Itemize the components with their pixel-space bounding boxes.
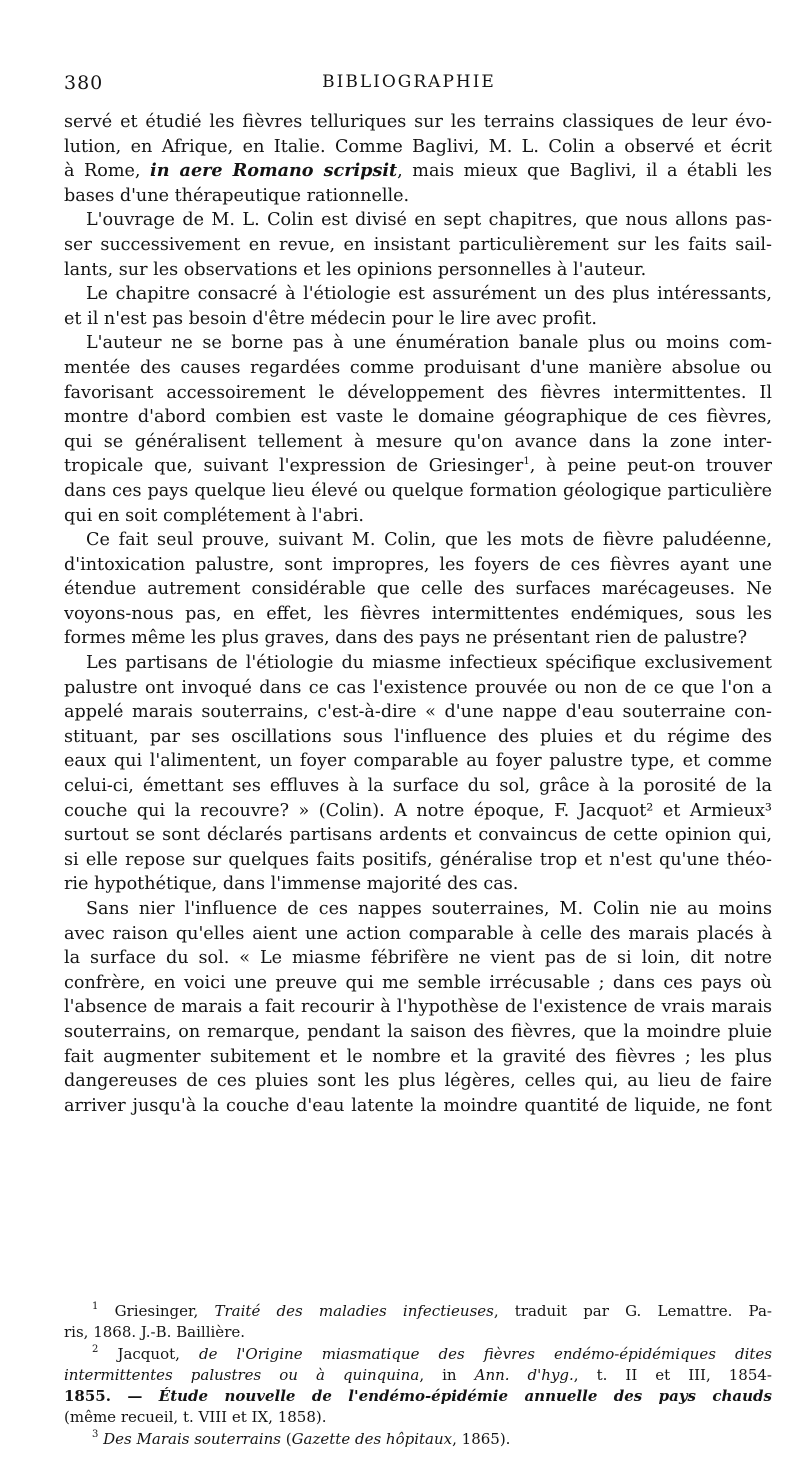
book-title: Traité des maladies infectieuses <box>214 1302 494 1320</box>
text-line: arriver jusqu'à la couche d'eau latente la moindre quantité de liquide, ne font <box>64 1095 772 1116</box>
footnote-line: $^1$ Griesinger, Traité des maladies infectieuses, traduit par G. Lemattre. Pa- <box>92 1301 772 1320</box>
text-line: celui-ci, émettant ses effluves à la surface du sol, grâce à la porosité de la <box>64 776 772 797</box>
latin-quote: in aere Romano scripsit <box>150 160 398 182</box>
paragraph-6 <box>64 651 772 897</box>
page-number: 380 <box>64 72 104 94</box>
footnote-line: ris, 1868. J.-B. Baillière. <box>64 1323 246 1342</box>
text-line: l'absence de marais a fait recourir à l'hypothèse de l'existence de vrais marais <box>64 997 772 1018</box>
footnote-ref: 1 <box>523 456 530 468</box>
paragraph-2 <box>64 208 772 282</box>
article-title: de l'Origine miasmatique des fièvres endémo-épidémiques dites <box>198 1344 772 1363</box>
footnote-mark: 1 <box>92 1301 99 1312</box>
text-line: qui se généralisent tellement à mesure qu'on avance dans la zone inter- <box>64 431 772 452</box>
paragraph-5 <box>64 528 772 651</box>
text-line: à Rome, in aere Romano scripsit, mais mieux que Baglivi, il a établi les <box>64 160 772 182</box>
footnote-line: 1855. — Étude nouvelle de l'endémo-épidémie annuelle des pays chauds <box>64 1387 772 1406</box>
text-line: lants, sur les observations et les opinions personnelles à l'auteur. <box>64 259 647 280</box>
text-line: dangereuses de ces pluies sont les plus légères, celles qui, au lieu de faire <box>64 1071 772 1092</box>
paragraph-1 <box>64 110 772 208</box>
text-line: et il n'est pas besoin d'être médecin pour le lire avec profit. <box>64 308 598 329</box>
text-line: d'intoxication palustre, sont impropres, les foyers de ces fièvres ayant une <box>64 554 772 575</box>
text-line: eaux qui l'alimentent, un foyer comparable au foyer palustre type, et comme <box>64 751 772 772</box>
text-line: Sans nier l'influence de ces nappes souterraines, M. Colin nie au moins <box>86 899 772 919</box>
paragraph-3 <box>64 282 772 331</box>
text-line: Le chapitre consacré à l'étiologie est assurément un des plus intéressants, <box>86 284 772 305</box>
footnote-line: intermittentes palustres ou à quinquina, in Ann. d'hyg., t. II et III, 1854- <box>64 1365 772 1384</box>
text-line: Les partisans de l'étiologie du miasme infectieux spécifique exclusivement <box>86 653 772 674</box>
text-line: bases d'une thérapeutique rationnelle. <box>64 185 410 206</box>
text-line: fait augmenter subitement et le nombre et la gravité des fièvres ; les plus <box>64 1046 772 1067</box>
text-line: voyons-nous pas, en effet, les fièvres intermittentes endémiques, sous les <box>64 603 772 624</box>
text-line: la surface du sol. « Le miasme fébrifère ne vient pas de si loin, dit notre <box>64 948 772 969</box>
footnotes <box>64 1301 772 1450</box>
text-line: ser successivement en revue, en insistant particulièrement sur les faits sail- <box>64 234 772 255</box>
article-title: Étude nouvelle de l'endémo-épidémie annuelle des pays chauds <box>158 1387 772 1406</box>
text-line: appelé marais souterrains, c'est-à-dire « d'une nappe d'eau souterraine con- <box>64 702 772 723</box>
footnote-line: $^3$ Des Marais souterrains (Gazette des hôpitaux, 1865). <box>92 1428 511 1448</box>
journal-title: Gazette des hôpitaux <box>291 1429 453 1448</box>
text-line: tropicale que, suivant l'expression de Griesinger$^1$, à peine peut-on trouver <box>64 456 772 477</box>
footnote-line: $^2$ Jacquot, de l'Origine miasmatique des fièvres endémo-épidémiques dites <box>92 1343 772 1363</box>
text-line: qui en soit complétement à l'abri. <box>64 505 364 526</box>
text-line: surtout se sont déclarés partisans ardents et convaincus de cette opinion qui, <box>64 825 772 846</box>
text-line: servé et étudié les fièvres telluriques sur les terrains classiques de leur évo- <box>64 112 772 132</box>
text-line: L'ouvrage de M. L. Colin est divisé en sept chapitres, que nous allons pas- <box>86 210 772 231</box>
running-title: BIBLIOGRAPHIE <box>322 72 496 92</box>
paragraph-7 <box>64 897 772 1118</box>
body-text <box>64 110 772 1118</box>
text-line: stituant, par ses oscillations sous l'influence des pluies et du régime des <box>64 726 772 747</box>
text-line: formes même les plus graves, dans des pays ne présentant rien de palustre? <box>64 628 748 649</box>
paragraph-4 <box>64 331 772 528</box>
text-line: dans ces pays quelque lieu élevé ou quelque formation géologique particulière <box>64 480 772 501</box>
text-line: favorisant accessoirement le développement des fièvres intermittentes. Il <box>64 382 772 403</box>
article-title: Des Marais souterrains <box>103 1429 281 1448</box>
footnote-line: (même recueil, t. VIII et IX, 1858). <box>64 1408 327 1427</box>
text-line: L'auteur ne se borne pas à une énumération banale plus ou moins com- <box>86 333 772 354</box>
text-line: couche qui la recouvre? » (Colin). A notre époque, F. Jacquot² et Armieux³ <box>64 800 772 821</box>
text-line: Ce fait seul prouve, suivant M. Colin, que les mots de fièvre paludéenne, <box>86 530 772 551</box>
footnote-3 <box>64 1429 772 1450</box>
footnote-mark: 3 <box>92 1428 99 1440</box>
text-line: rie hypothétique, dans l'immense majorité des cas. <box>64 874 519 895</box>
journal-title: Ann. d'hyg. <box>474 1365 574 1384</box>
text-line: confrère, en voici une preuve qui me semble irrécusable ; dans ces pays où <box>64 972 772 993</box>
text-line: étendue autrement considérable que celle des surfaces marécageuses. Ne <box>64 579 772 600</box>
running-head <box>64 72 754 96</box>
text-line: mentée des causes regardées comme produisant d'une manière absolue ou <box>64 357 772 378</box>
text-line: palustre ont invoqué dans ce cas l'existence prouvée ou non de ce que l'on a <box>64 677 772 698</box>
text-line: souterrains, on remarque, pendant la saison des fièvres, que la moindre pluie <box>64 1021 772 1042</box>
text-line: avec raison qu'elles aient une action comparable à celle des marais placés à <box>64 923 772 944</box>
text-line: si elle repose sur quelques faits positifs, généralise trop et n'est qu'une théo- <box>64 849 772 870</box>
footnote-2 <box>64 1344 772 1429</box>
footnote-1 <box>64 1301 772 1344</box>
footnote-mark: 2 <box>92 1343 99 1355</box>
text-line: montre d'abord combien est vaste le domaine géographique de ces fièvres, <box>64 407 772 428</box>
text-line: lution, en Afrique, en Italie. Comme Baglivi, M. L. Colin a observé et écrit <box>64 136 772 157</box>
